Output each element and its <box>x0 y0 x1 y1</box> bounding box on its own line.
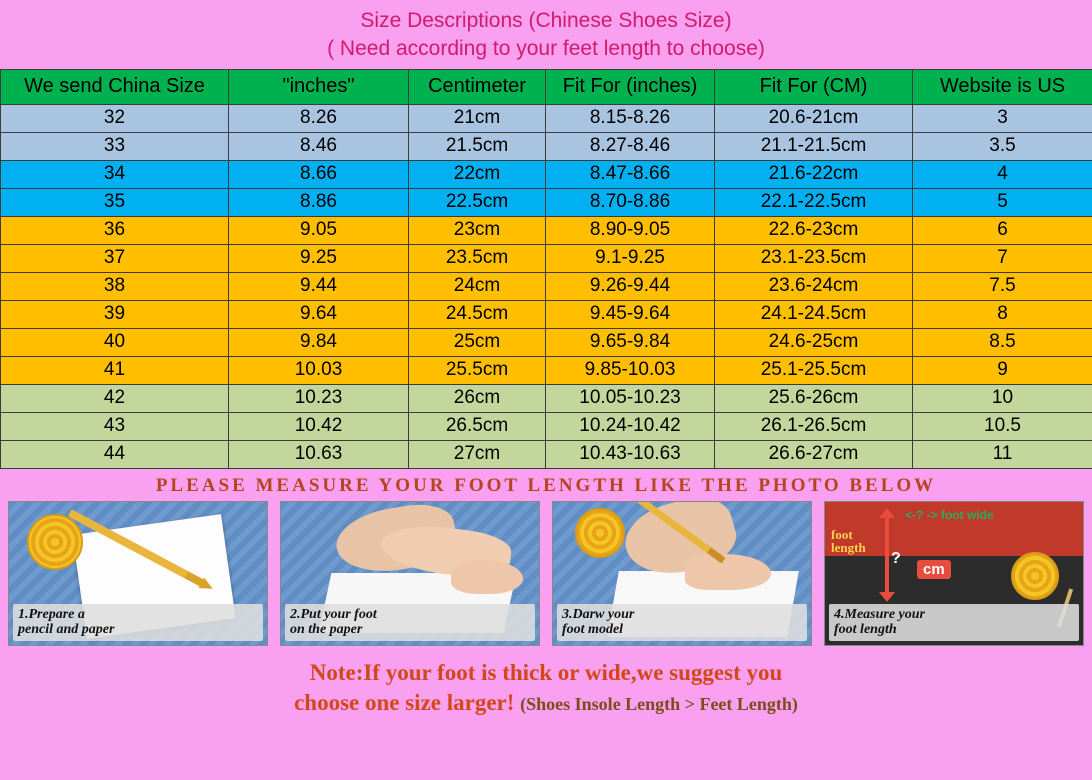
cell-fit-inches: 9.85-10.03 <box>546 356 715 384</box>
cell-inches: 9.44 <box>229 272 409 300</box>
cell-us-size: 8.5 <box>913 328 1092 356</box>
cell-us-size: 10.5 <box>913 412 1092 440</box>
lollipop-icon <box>575 508 625 558</box>
cell-inches: 9.84 <box>229 328 409 356</box>
cell-fit-cm: 26.1-26.5cm <box>715 412 913 440</box>
cell-china-size: 39 <box>1 300 229 328</box>
cell-centimeter: 23.5cm <box>409 244 546 272</box>
cell-fit-cm: 21.6-22cm <box>715 160 913 188</box>
column-header-inches: "inches" <box>229 69 409 104</box>
cell-us-size: 11 <box>913 440 1092 468</box>
table-header-row <box>1 69 1092 104</box>
cell-inches: 10.23 <box>229 384 409 412</box>
cell-fit-cm: 24.6-25cm <box>715 328 913 356</box>
cell-china-size: 42 <box>1 384 229 412</box>
cell-centimeter: 26cm <box>409 384 546 412</box>
cell-centimeter: 25cm <box>409 328 546 356</box>
cell-inches: 9.05 <box>229 216 409 244</box>
measure-step-4-caption: 4.Measure your foot length <box>829 604 1079 641</box>
cell-us-size: 3.5 <box>913 132 1092 160</box>
cell-us-size: 5 <box>913 188 1092 216</box>
page-header <box>0 0 1092 64</box>
cell-china-size: 43 <box>1 412 229 440</box>
measure-step-2-caption: 2.Put your foot on the paper <box>285 604 535 641</box>
cell-fit-inches: 8.27-8.46 <box>546 132 715 160</box>
measure-step-3-caption: 3.Darw your foot model <box>557 604 807 641</box>
table-row <box>1 104 1092 132</box>
cell-fit-cm: 22.6-23cm <box>715 216 913 244</box>
cell-fit-inches: 9.1-9.25 <box>546 244 715 272</box>
cell-china-size: 38 <box>1 272 229 300</box>
column-header-china-size: We send China Size <box>1 69 229 104</box>
table-row <box>1 132 1092 160</box>
cell-us-size: 3 <box>913 104 1092 132</box>
cell-fit-cm: 23.6-24cm <box>715 272 913 300</box>
foot-length-label: foot length <box>831 526 866 555</box>
cell-inches: 8.66 <box>229 160 409 188</box>
cell-fit-cm: 25.6-26cm <box>715 384 913 412</box>
measure-photo-row <box>0 501 1092 646</box>
header-line-2: ( Need according to your feet length to choose) <box>327 37 765 61</box>
cell-china-size: 37 <box>1 244 229 272</box>
cell-fit-cm: 24.1-24.5cm <box>715 300 913 328</box>
cell-inches: 8.26 <box>229 104 409 132</box>
measure-step-3-photo <box>552 501 812 646</box>
note-line-1: Note:If your foot is thick or wide,we suggest you <box>309 659 783 685</box>
measure-step-1-photo <box>8 501 268 646</box>
table-row <box>1 160 1092 188</box>
cell-centimeter: 26.5cm <box>409 412 546 440</box>
header-line-1: Size Descriptions (Chinese Shoes Size) <box>360 9 732 32</box>
cell-fit-cm: 20.6-21cm <box>715 104 913 132</box>
cell-china-size: 32 <box>1 104 229 132</box>
cell-centimeter: 21.5cm <box>409 132 546 160</box>
cell-china-size: 36 <box>1 216 229 244</box>
cell-us-size: 10 <box>913 384 1092 412</box>
table-row <box>1 188 1092 216</box>
cell-inches: 10.03 <box>229 356 409 384</box>
cell-us-size: 6 <box>913 216 1092 244</box>
cell-inches: 10.63 <box>229 440 409 468</box>
table-row <box>1 356 1092 384</box>
note-section <box>0 646 1092 718</box>
cell-inches: 8.86 <box>229 188 409 216</box>
cell-fit-cm: 22.1-22.5cm <box>715 188 913 216</box>
measure-step-1-caption: 1.Prepare a pencil and paper <box>13 604 263 641</box>
cell-centimeter: 24cm <box>409 272 546 300</box>
cell-fit-inches: 10.05-10.23 <box>546 384 715 412</box>
column-header-fit-inches: Fit For (inches) <box>546 69 715 104</box>
cell-fit-inches: 10.24-10.42 <box>546 412 715 440</box>
cell-china-size: 34 <box>1 160 229 188</box>
table-row <box>1 300 1092 328</box>
cell-fit-inches: 8.47-8.66 <box>546 160 715 188</box>
cell-us-size: 4 <box>913 160 1092 188</box>
cell-fit-inches: 8.15-8.26 <box>546 104 715 132</box>
cell-inches: 8.46 <box>229 132 409 160</box>
cell-centimeter: 25.5cm <box>409 356 546 384</box>
table-row <box>1 244 1092 272</box>
foot-wide-label: <-? -> foot wide <box>905 507 994 522</box>
cell-china-size: 35 <box>1 188 229 216</box>
table-row <box>1 272 1092 300</box>
cell-fit-cm: 21.1-21.5cm <box>715 132 913 160</box>
cell-china-size: 33 <box>1 132 229 160</box>
cell-us-size: 7.5 <box>913 272 1092 300</box>
cell-centimeter: 27cm <box>409 440 546 468</box>
note-line-2-sub: (Shoes Insole Length > Feet Length) <box>520 693 798 714</box>
cell-fit-inches: 9.65-9.84 <box>546 328 715 356</box>
cell-centimeter: 24.5cm <box>409 300 546 328</box>
cell-fit-inches: 10.43-10.63 <box>546 440 715 468</box>
cell-fit-inches: 9.45-9.64 <box>546 300 715 328</box>
cell-fit-inches: 9.26-9.44 <box>546 272 715 300</box>
note-line-2 <box>0 688 1092 718</box>
cell-us-size: 9 <box>913 356 1092 384</box>
cell-inches: 9.25 <box>229 244 409 272</box>
lollipop-icon <box>27 514 83 570</box>
cell-china-size: 44 <box>1 440 229 468</box>
cell-centimeter: 22.5cm <box>409 188 546 216</box>
cell-fit-cm: 25.1-25.5cm <box>715 356 913 384</box>
cell-fit-cm: 26.6-27cm <box>715 440 913 468</box>
cell-us-size: 8 <box>913 300 1092 328</box>
cell-fit-inches: 8.90-9.05 <box>546 216 715 244</box>
cell-centimeter: 22cm <box>409 160 546 188</box>
cell-inches: 10.42 <box>229 412 409 440</box>
measurement-arrow-icon <box>885 516 889 594</box>
table-row <box>1 328 1092 356</box>
cell-inches: 9.64 <box>229 300 409 328</box>
table-row <box>1 384 1092 412</box>
size-table <box>0 69 1092 469</box>
measure-step-4-photo <box>824 501 1084 646</box>
cell-centimeter: 21cm <box>409 104 546 132</box>
table-row <box>1 440 1092 468</box>
table-row <box>1 412 1092 440</box>
measure-instruction-title: PLEASE MEASURE YOUR FOOT LENGTH LIKE THE PHOTO BELOW <box>155 474 937 496</box>
cell-fit-cm: 23.1-23.5cm <box>715 244 913 272</box>
cell-fit-inches: 8.70-8.86 <box>546 188 715 216</box>
cell-china-size: 41 <box>1 356 229 384</box>
lollipop-icon <box>1011 552 1059 600</box>
cm-label: cm <box>917 560 951 579</box>
question-mark-label: ? <box>891 549 901 567</box>
table-row <box>1 216 1092 244</box>
cell-centimeter: 23cm <box>409 216 546 244</box>
column-header-fit-cm: Fit For (CM) <box>715 69 913 104</box>
column-header-us-size: Website is US <box>913 69 1092 104</box>
measure-step-2-photo <box>280 501 540 646</box>
note-line-2-main: choose one size larger! <box>294 689 515 715</box>
column-header-centimeter: Centimeter <box>409 69 546 104</box>
cell-us-size: 7 <box>913 244 1092 272</box>
cell-china-size: 40 <box>1 328 229 356</box>
